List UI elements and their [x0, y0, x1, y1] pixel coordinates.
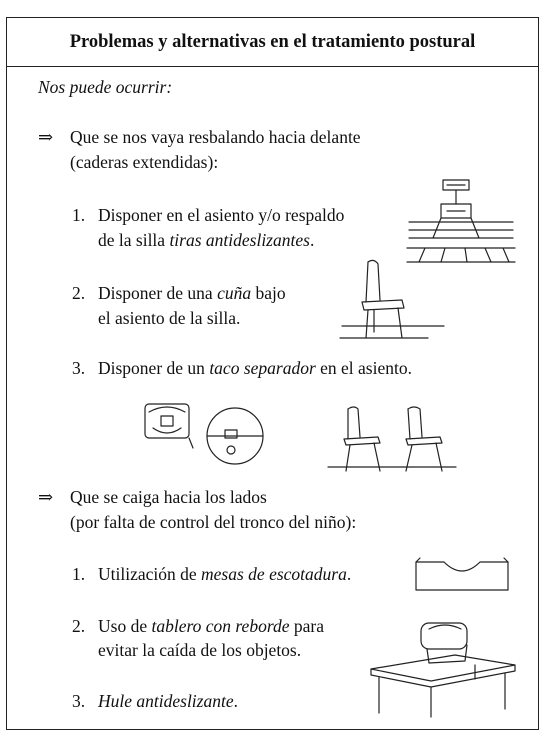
p2-item1-line1: Utilización de mesas de escotadura. — [98, 564, 352, 584]
intro-text: Nos puede ocurrir: — [38, 77, 173, 97]
wedge-chair-illustration — [338, 256, 448, 342]
problem1-line1: Que se nos vaya resbalando hacia delante — [70, 127, 361, 147]
page-title — [7, 18, 538, 67]
p2-item2-line1: Uso de tablero con reborde para — [98, 616, 324, 636]
p1-item1-line2: de la silla tiras antideslizantes. — [98, 230, 315, 250]
rimmed-board-illustration — [365, 615, 520, 720]
item-number: 3. — [72, 358, 86, 378]
p1-item1-line1: Disponer en el asiento y/o respaldo — [98, 205, 345, 225]
item-number: 2. — [72, 283, 86, 303]
item-number: 2. — [72, 616, 86, 636]
p2-item2-line2: evitar la caída de los objetos. — [98, 640, 302, 660]
problem2-line1: Que se caiga hacia los lados — [70, 487, 267, 507]
p2-item3-line1: Hule antideslizante. — [98, 691, 238, 711]
item-number: 3. — [72, 691, 86, 711]
cutout-table-illustration — [412, 556, 512, 596]
p1-item2-line1: Disponer de una cuña bajo — [98, 283, 286, 303]
p1-item2-line2: el asiento de la silla. — [98, 308, 241, 328]
item-number: 1. — [72, 205, 86, 225]
title-text: Problemas y alternativas en el tratamiento postural — [69, 31, 476, 52]
arrow-icon: ⇒ — [38, 127, 54, 147]
p1-item3-line1: Disponer de un taco separador en el asiento. — [98, 358, 412, 378]
problem1-line2: (caderas extendidas): — [70, 152, 219, 172]
separator-top-view-illustration — [135, 398, 265, 473]
item-number: 1. — [72, 564, 86, 584]
problem2-line2: (por falta de control del tronco del niño): — [70, 512, 357, 532]
separator-chairs-illustration — [328, 403, 458, 475]
arrow-icon: ⇒ — [38, 487, 54, 507]
